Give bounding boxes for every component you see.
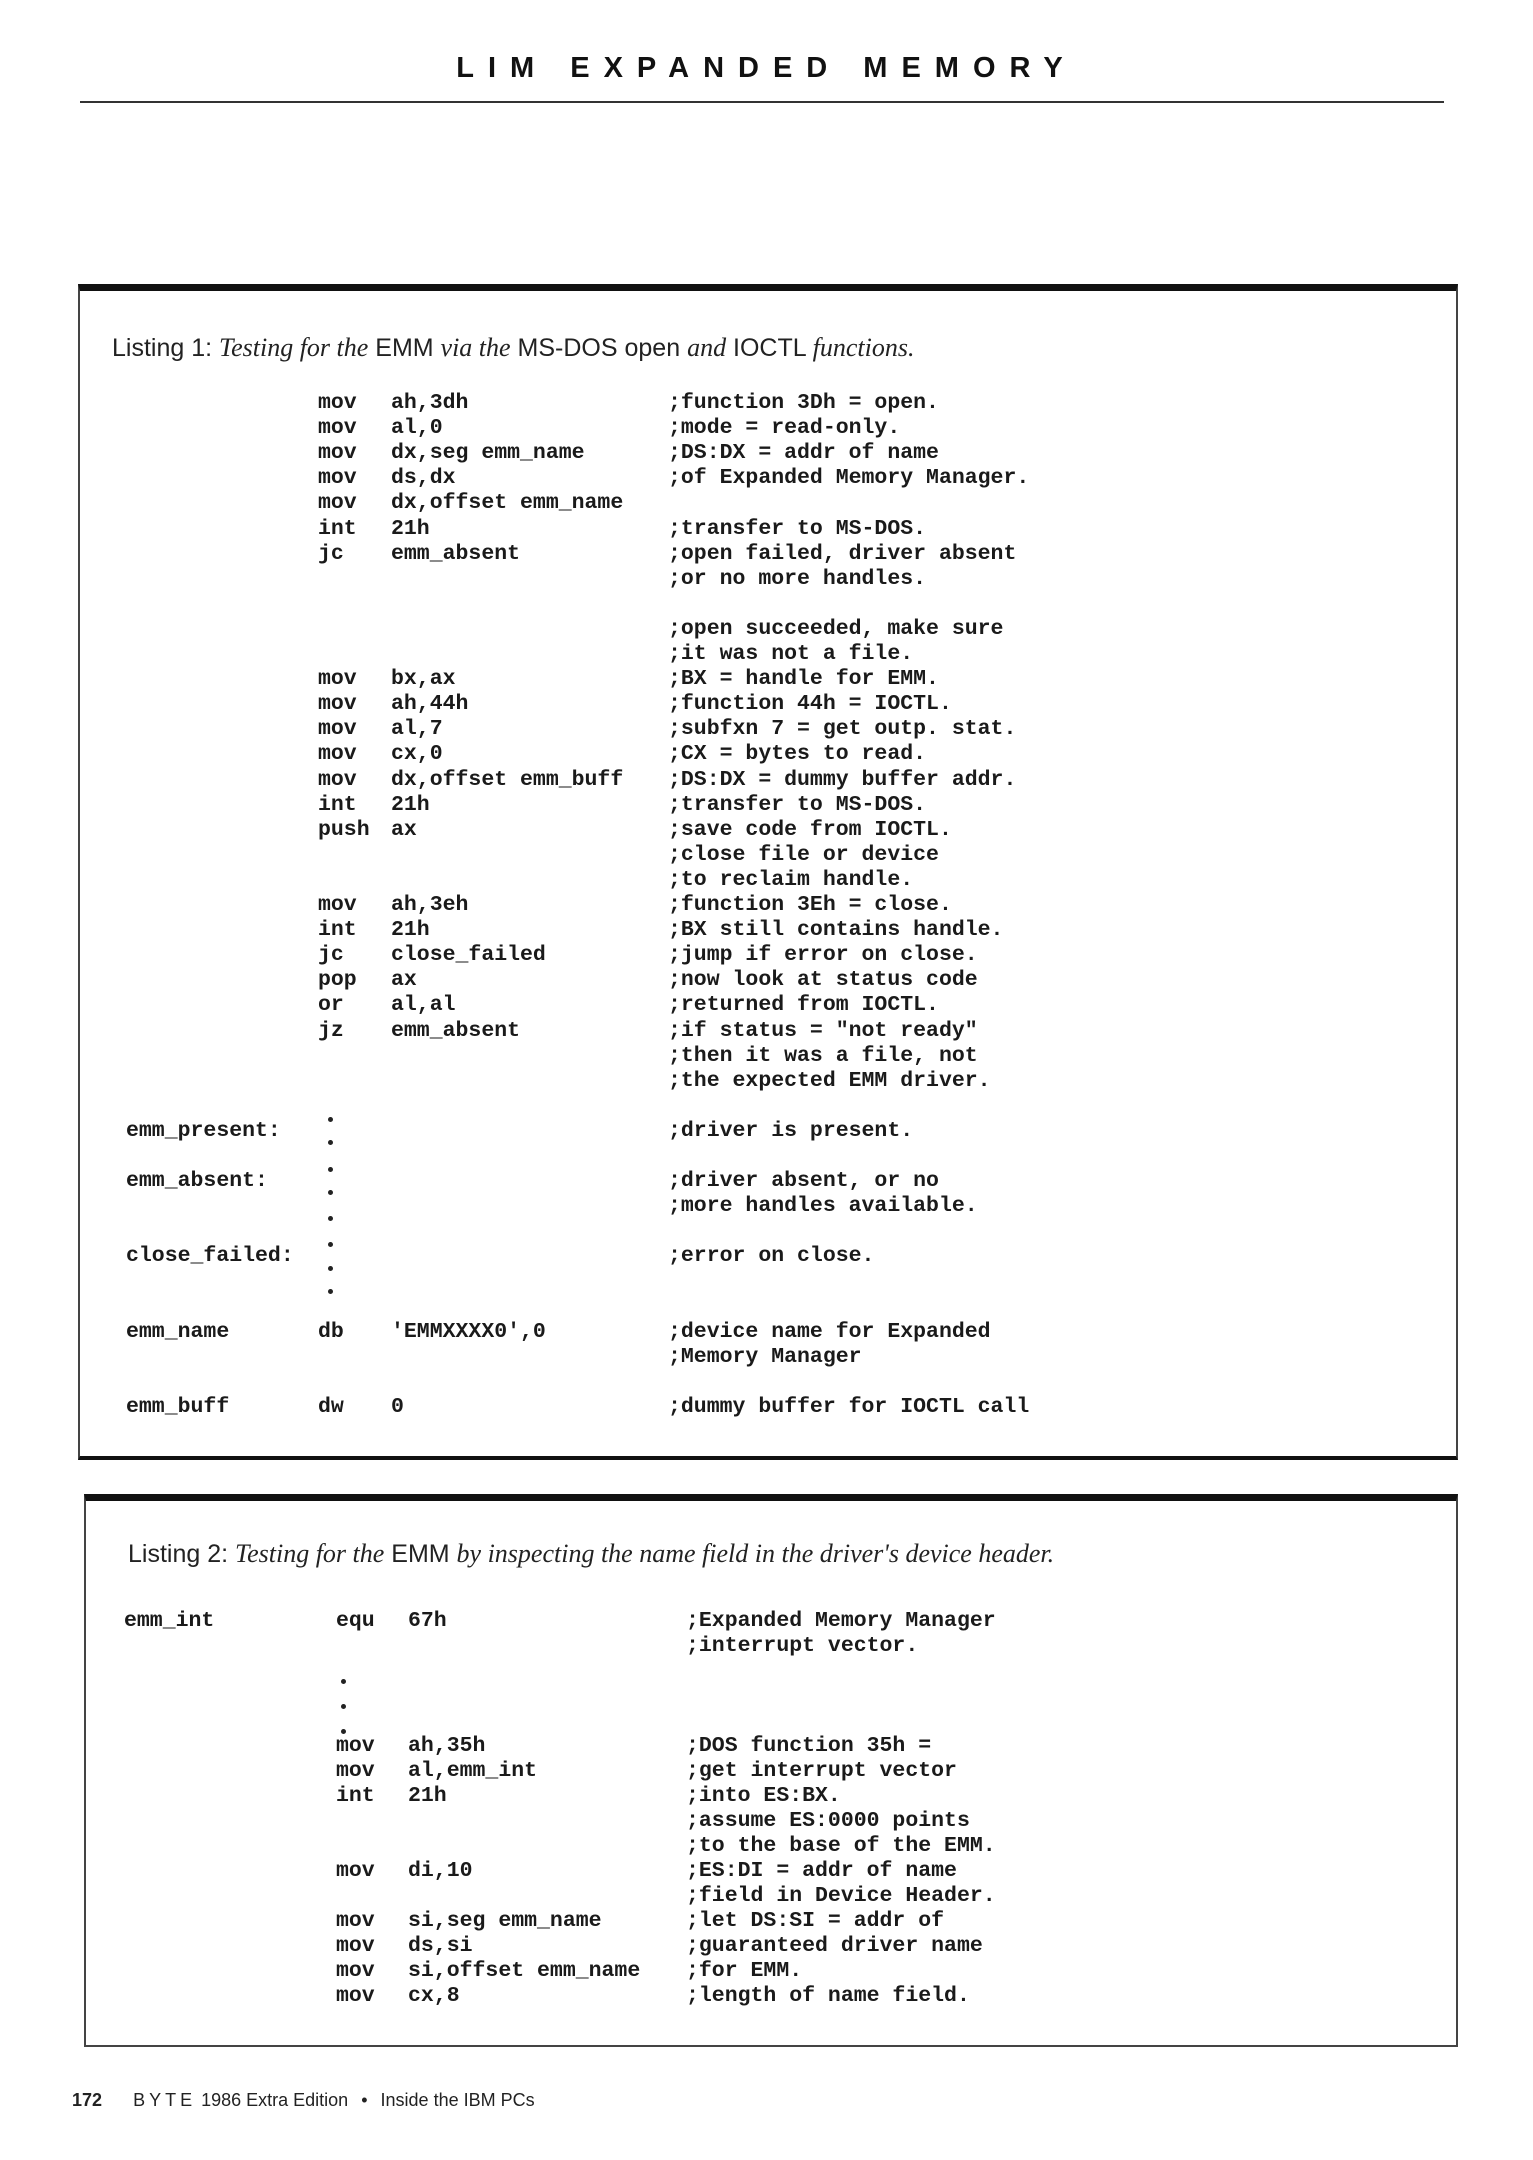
code-comment: ;save code from IOCTL. [668, 817, 952, 842]
code-line [86, 1934, 1456, 1959]
ellipsis-dot [328, 1242, 333, 1247]
code-operand: si,seg emm_name [408, 1909, 602, 1933]
code-comment: ;returned from IOCTL. [668, 993, 939, 1018]
listing-2-caption-label: Listing 2: [128, 1540, 229, 1568]
code-comment: ;open failed, driver absent [668, 541, 1017, 566]
ellipsis-dot [328, 1289, 333, 1294]
code-line [80, 1219, 1456, 1244]
code-line [80, 1370, 1456, 1395]
code-comment: ;for EMM. [686, 1959, 803, 1983]
ellipsis-dot [328, 1216, 333, 1221]
code-comment: ;now look at status code [668, 968, 978, 993]
code-opcode: pop [318, 968, 357, 993]
code-line [80, 391, 1456, 416]
page-header: LIM EXPANDED MEMORY [456, 52, 1077, 84]
code-operand: ah,3dh [391, 391, 469, 415]
code-line [80, 542, 1456, 567]
code-line [86, 1884, 1456, 1909]
listing-2-caption [128, 1539, 1054, 1569]
code-label: emm_buff [126, 1395, 230, 1419]
code-comment: ;DOS function 35h = [686, 1734, 932, 1758]
code-opcode: mov [318, 717, 357, 742]
code-operand: dx,offset emm_buff [391, 767, 624, 792]
code-comment: ;transfer to MS-DOS. [668, 516, 927, 541]
code-comment: ;driver is present. [668, 1118, 914, 1143]
page-number: 172 [72, 2090, 103, 2110]
code-opcode: jc [318, 541, 344, 566]
listing-1-caption [112, 333, 915, 363]
code-comment: ;of Expanded Memory Manager. [668, 466, 1030, 491]
code-line [86, 1709, 1456, 1734]
code-comment: ;or no more handles. [668, 566, 927, 591]
code-line [80, 466, 1456, 491]
code-operand: di,10 [408, 1859, 473, 1883]
code-opcode: mov [336, 1909, 375, 1933]
code-line [80, 993, 1456, 1018]
code-line [80, 1345, 1456, 1370]
code-operand: ah,3eh [391, 893, 469, 917]
code-line [80, 893, 1456, 918]
code-operand: 21h [391, 918, 430, 943]
code-operand: 21h [391, 792, 430, 817]
code-comment: ;let DS:SI = addr of [686, 1909, 945, 1933]
code-label: emm_absent: [126, 1169, 268, 1194]
code-opcode: push [318, 817, 370, 842]
code-comment: ;CX = bytes to read. [668, 742, 927, 767]
code-opcode: int [336, 1784, 375, 1808]
ellipsis-dot [328, 1167, 333, 1172]
code-comment: ;Expanded Memory Manager [686, 1609, 996, 1633]
code-operand: 21h [408, 1784, 447, 1808]
code-line [80, 717, 1456, 742]
code-operand: emm_absent [391, 1018, 521, 1043]
code-comment: ;assume ES:0000 points [686, 1809, 970, 1833]
listing-2-caption-text [235, 1540, 1054, 1568]
code-operand: al,7 [391, 717, 443, 742]
code-comment: ;interrupt vector. [686, 1634, 919, 1658]
code-line [80, 943, 1456, 968]
code-line [80, 768, 1456, 793]
code-line [86, 1859, 1456, 1884]
code-line [80, 1395, 1456, 1420]
code-comment: ;function 3Eh = close. [668, 893, 952, 917]
code-line [80, 416, 1456, 441]
code-opcode: mov [336, 1734, 375, 1758]
caption-part: Testing for the [219, 333, 369, 362]
code-operand: cx,8 [408, 1984, 460, 2008]
code-opcode: mov [336, 1859, 375, 1883]
code-comment: ;transfer to MS-DOS. [668, 792, 927, 817]
code-line [86, 1659, 1456, 1684]
magazine-name: BYTE [133, 2090, 197, 2110]
code-operand: al,emm_int [408, 1759, 538, 1783]
code-operand: ax [391, 817, 417, 842]
listing-1-box [78, 284, 1458, 1460]
code-comment: ;guaranteed driver name [686, 1934, 983, 1958]
code-operand: si,offset emm_name [408, 1959, 641, 1983]
code-comment: ;dummy buffer for IOCTL call [668, 1395, 1030, 1419]
footer-bullet: • [361, 2090, 368, 2110]
code-line [86, 1984, 1456, 2009]
ellipsis-dot [328, 1190, 333, 1195]
code-opcode: mov [318, 416, 357, 441]
code-comment: ;if status = "not ready" [668, 1018, 978, 1043]
code-line [80, 1194, 1456, 1219]
code-opcode: or [318, 993, 344, 1018]
code-comment: ;length of name field. [686, 1984, 970, 2008]
code-comment: ;device name for Expanded [668, 1319, 991, 1344]
code-opcode: int [318, 516, 357, 541]
code-comment: ;function 44h = IOCTL. [668, 692, 952, 717]
code-line [80, 1119, 1456, 1144]
code-comment: ;driver absent, or no [668, 1169, 939, 1194]
code-comment: ;error on close. [668, 1244, 875, 1269]
code-line [80, 692, 1456, 717]
section-label: Inside the IBM PCs [380, 2090, 535, 2110]
code-line [80, 1144, 1456, 1169]
code-opcode: db [318, 1319, 344, 1344]
code-line [80, 441, 1456, 466]
code-line [86, 1759, 1456, 1784]
code-line [80, 868, 1456, 893]
caption-part: IOCTL [733, 334, 806, 362]
code-operand: 0 [391, 1395, 404, 1419]
code-comment: ;close file or device [668, 842, 939, 867]
code-comment: ;open succeeded, make sure [668, 616, 1004, 641]
code-opcode: mov [318, 742, 357, 767]
code-comment: ;BX still contains handle. [668, 918, 1004, 943]
code-comment: ;DS:DX = addr of name [668, 441, 939, 466]
ellipsis-dot [328, 1117, 333, 1122]
code-line [80, 793, 1456, 818]
code-opcode: mov [318, 491, 357, 516]
caption-part: and [687, 333, 727, 362]
code-line [80, 843, 1456, 868]
code-comment: ;ES:DI = addr of name [686, 1859, 957, 1883]
code-operand: ax [391, 968, 417, 993]
code-line [86, 1784, 1456, 1809]
code-line [86, 1959, 1456, 1984]
code-opcode: mov [318, 391, 357, 415]
code-comment: ;more handles available. [668, 1194, 978, 1219]
code-comment: ;function 3Dh = open. [668, 391, 939, 415]
code-comment: ;BX = handle for EMM. [668, 667, 939, 692]
code-line [86, 1909, 1456, 1934]
caption-part: EMM [375, 334, 434, 362]
code-line [80, 1320, 1456, 1345]
code-operand: cx,0 [391, 742, 443, 767]
code-comment: ;to reclaim handle. [668, 867, 914, 892]
code-line [86, 1684, 1456, 1709]
code-line [80, 1044, 1456, 1069]
caption-part: open [624, 334, 681, 362]
code-line [80, 1295, 1456, 1320]
code-operand: ah,44h [391, 692, 469, 717]
listing-2-box [84, 1494, 1458, 2047]
code-line [86, 1734, 1456, 1759]
code-line [80, 1069, 1456, 1094]
code-operand: close_failed [391, 943, 546, 968]
caption-part: EMM [391, 1540, 450, 1568]
code-line [80, 742, 1456, 767]
code-comment: ;subfxn 7 = get outp. stat. [668, 717, 1017, 742]
code-operand: 67h [408, 1609, 447, 1633]
header-rule [80, 101, 1444, 103]
code-operand: dx,seg emm_name [391, 441, 585, 466]
code-operand: bx,ax [391, 667, 456, 692]
code-line [80, 1094, 1456, 1119]
code-opcode: equ [336, 1609, 375, 1633]
code-comment: ;field in Device Header. [686, 1884, 996, 1908]
code-operand: 'EMMXXXX0',0 [391, 1319, 546, 1344]
code-opcode: mov [318, 893, 357, 917]
code-operand: al,al [391, 993, 456, 1018]
code-opcode: mov [336, 1934, 375, 1958]
ellipsis-dot [341, 1679, 346, 1684]
code-line [80, 1270, 1456, 1295]
ellipsis-dot [328, 1266, 333, 1271]
code-comment: ;to the base of the EMM. [686, 1834, 996, 1858]
code-operand: 21h [391, 516, 430, 541]
code-line [80, 1244, 1456, 1269]
ellipsis-dot [341, 1704, 346, 1709]
ellipsis-dot [341, 1729, 346, 1734]
code-line [86, 1834, 1456, 1859]
code-opcode: mov [318, 767, 357, 792]
code-opcode: jz [318, 1018, 344, 1043]
code-line [80, 667, 1456, 692]
code-operand: al,0 [391, 416, 443, 441]
code-line [86, 1809, 1456, 1834]
code-line [80, 818, 1456, 843]
code-opcode: dw [318, 1395, 344, 1419]
code-label: emm_present: [126, 1118, 281, 1143]
code-comment: ;into ES:BX. [686, 1784, 841, 1808]
code-comment: ;then it was a file, not [668, 1043, 978, 1068]
code-opcode: int [318, 918, 357, 943]
code-line [80, 517, 1456, 542]
code-operand: ah,35h [408, 1734, 486, 1758]
code-comment: ;DS:DX = dummy buffer addr. [668, 767, 1017, 792]
code-line [80, 567, 1456, 592]
code-line [80, 1169, 1456, 1194]
code-line [80, 491, 1456, 516]
code-opcode: mov [336, 1759, 375, 1783]
listing-1-caption-label: Listing 1: [112, 334, 213, 362]
code-line [80, 968, 1456, 993]
code-line [80, 592, 1456, 617]
code-line [80, 918, 1456, 943]
code-line [80, 617, 1456, 642]
code-opcode: mov [336, 1984, 375, 2008]
code-label: emm_int [124, 1609, 215, 1633]
code-opcode: mov [318, 466, 357, 491]
code-line [80, 642, 1456, 667]
code-operand: emm_absent [391, 541, 521, 566]
code-label: close_failed: [126, 1244, 294, 1269]
code-line [86, 1609, 1456, 1634]
listing-1-caption-text [219, 334, 915, 362]
code-line [86, 1634, 1456, 1659]
ellipsis-dot [328, 1140, 333, 1145]
code-comment: ;it was not a file. [668, 642, 914, 666]
code-comment: ;mode = read-only. [668, 416, 901, 441]
code-opcode: jc [318, 943, 344, 968]
code-opcode: mov [318, 441, 357, 466]
caption-part: functions. [812, 333, 915, 362]
code-label: emm_name [126, 1319, 230, 1344]
code-comment: ;get interrupt vector [686, 1759, 957, 1783]
code-comment: ;Memory Manager [668, 1344, 862, 1369]
code-comment: ;jump if error on close. [668, 943, 978, 968]
issue-label: 1986 Extra Edition [201, 2090, 349, 2110]
code-operand: ds,dx [391, 466, 456, 491]
caption-part: MS-DOS [517, 334, 618, 362]
code-opcode: mov [318, 692, 357, 717]
caption-part: via the [440, 333, 511, 362]
code-operand: dx,offset emm_name [391, 491, 624, 516]
code-operand: ds,si [408, 1934, 473, 1958]
caption-part: by inspecting the name field in the driver's device header. [456, 1539, 1055, 1568]
code-opcode: mov [336, 1959, 375, 1983]
code-opcode: int [318, 792, 357, 817]
code-comment: ;the expected EMM driver. [668, 1068, 991, 1093]
code-line [80, 1019, 1456, 1044]
code-opcode: mov [318, 667, 357, 692]
page-footer [72, 2090, 535, 2111]
caption-part: Testing for the [235, 1539, 385, 1568]
